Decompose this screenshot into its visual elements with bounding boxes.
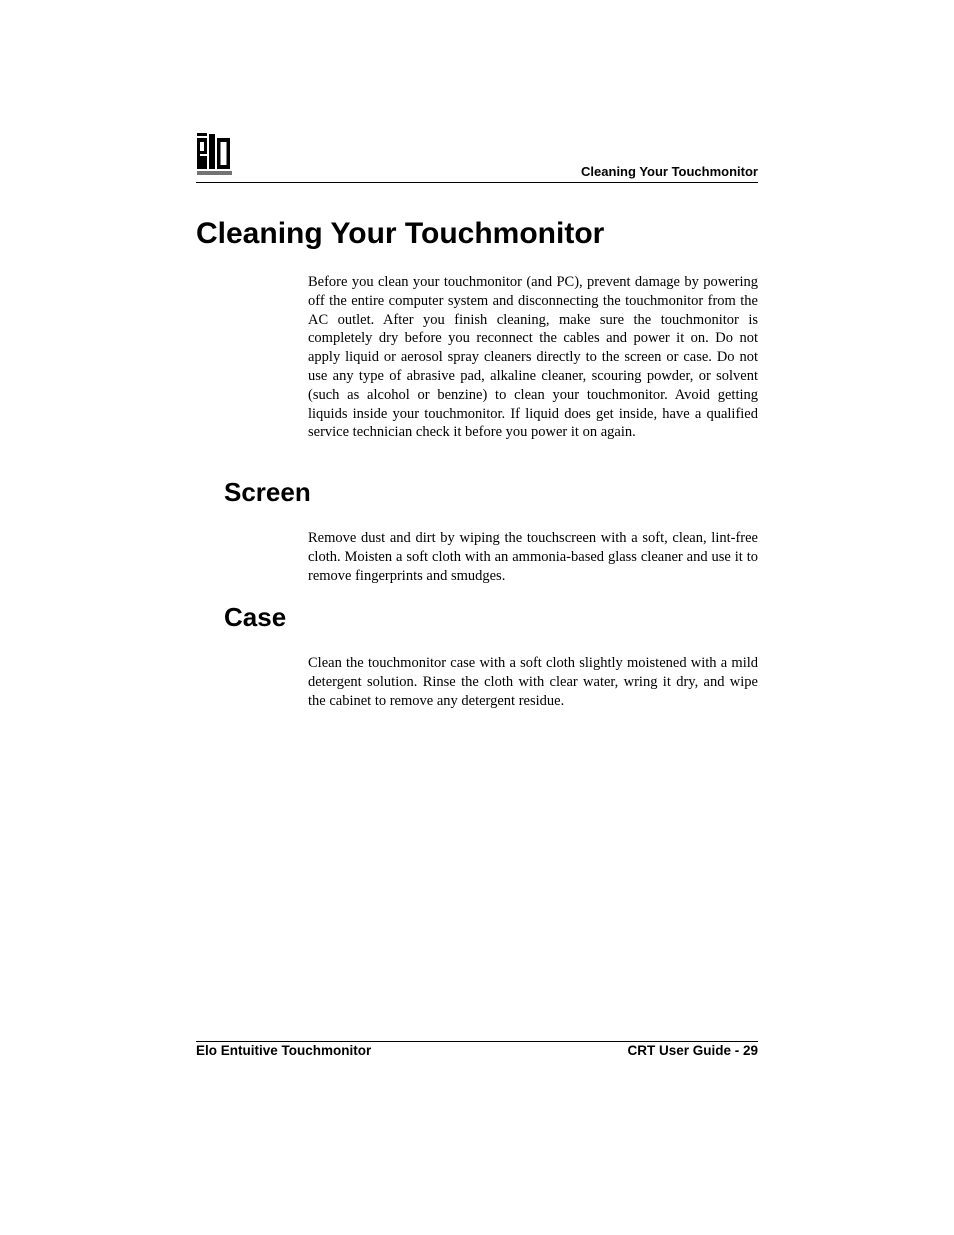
case-heading: Case <box>224 602 287 632</box>
footer-product-name: Elo Entuitive Touchmonitor <box>196 1043 372 1058</box>
footer-divider <box>196 1041 758 1042</box>
page-title: Cleaning Your Touchmonitor <box>196 217 605 250</box>
screen-paragraph: Remove dust and dirt by wiping the touchscreen with a soft, clean, lint-free cloth. Moisten a soft cloth with an ammonia-based glass cleaner and use it to remove fingerprints and smudges. <box>308 530 758 584</box>
elo-logo-icon <box>196 133 233 177</box>
elo-logo <box>196 133 233 177</box>
footer-page-number: CRT User Guide - 29 <box>627 1043 758 1058</box>
running-header-title: Cleaning Your Touchmonitor <box>581 164 758 179</box>
intro-paragraph: Before you clean your touchmonitor (and PC), prevent damage by powering off the entire computer system and disconnecting the touchmonitor from the AC outlet. After you finish cleaning, make sure the touchmonitor is completely dry before you reconnect the cables and power it on. Do not apply liquid or aerosol spray cleaners directly to the screen or case. Do not use any type of abrasive pad, alkaline cleaner, scouring powder, or solvent (such as alcohol or benzine) to clean your touchmonitor. Avoid getting liquids inside your touchmonitor. If liquid does get inside, have a qualified service technician check it before you power it on again. <box>308 274 758 441</box>
screen-heading: Screen <box>224 477 311 507</box>
header-divider <box>196 182 758 183</box>
case-paragraph: Clean the touchmonitor case with a soft cloth slightly moistened with a mild detergent solution. Rinse the cloth with clear water, wring it dry, and wipe the cabinet to remove any detergent residue. <box>308 655 758 709</box>
